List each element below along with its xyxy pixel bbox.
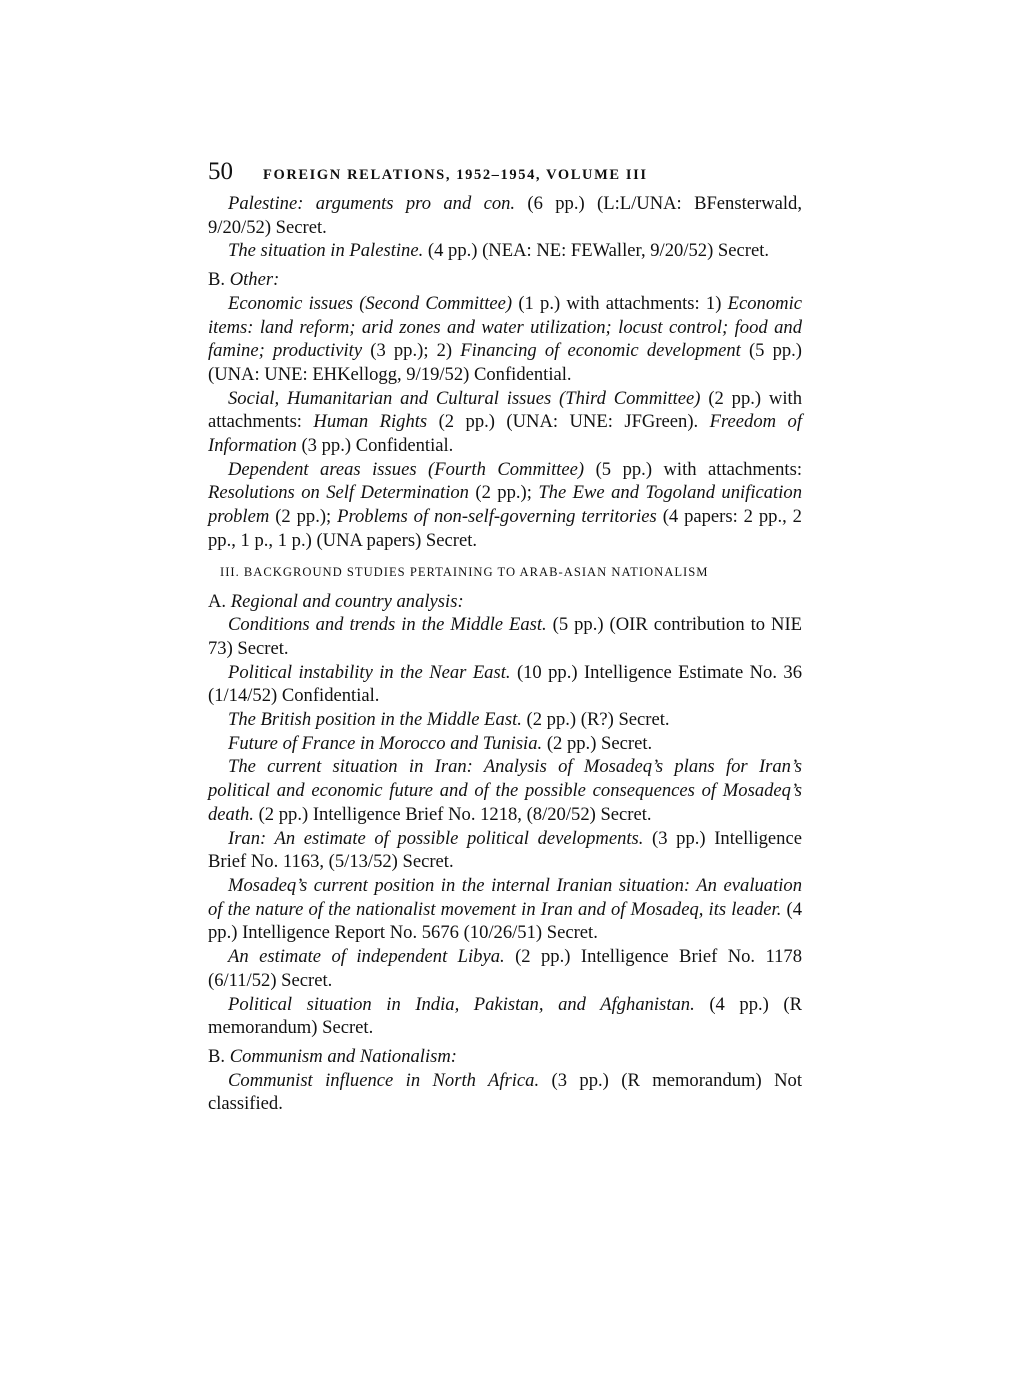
future-of-france: [208, 732, 802, 756]
text-run: (6 pp.) (L:L/UNA: BFensterwald, 9/20/52) Secret.: [208, 193, 802, 238]
text-run: (10 pp.) Intelligence Estimate No. 36 (1/14/52) Confidential.: [208, 661, 802, 707]
italic-title: Palestine: arguments pro and con.: [228, 193, 516, 214]
dependent-areas-issues: [208, 458, 802, 553]
conditions-middle-east: [208, 613, 802, 660]
text-run: (5 pp.) (UNA: UNE: EHKellogg, 9/19/52) Confidential.: [208, 340, 803, 385]
social-humanitarian-issues: [208, 387, 802, 458]
text-run: (3 pp.) Intelligence Brief No. 1163, (5/13/52) Secret.: [208, 827, 802, 873]
text-run: (5 pp.) with attachments:: [584, 458, 803, 480]
text-run: (3 pp.) (R memorandum) Not classified.: [208, 1069, 802, 1115]
text-run: (2 pp.) with attachments:: [208, 387, 802, 433]
italic-title: Dependent areas issues (Fourth Committee): [228, 458, 585, 480]
italic-title: Resolutions on Self Determination: [208, 482, 469, 504]
section-a-regional: [208, 590, 802, 614]
palestine-arguments: [208, 192, 802, 239]
section-three-list: [208, 590, 802, 1116]
text-run: (2 pp.);: [269, 506, 338, 528]
italic-title: Financing of economic development: [460, 340, 741, 362]
italic-title: The current situation in Iran: Analysis of Mosadeq’s plans for Iran’s political and economic future and of the possible consequences of Mosadeq’s death.: [208, 756, 802, 825]
italic-title: Iran: An estimate of possible political developments.: [228, 827, 644, 849]
page-body: [208, 158, 802, 1116]
italic-title: Communism and Nationalism:: [229, 1045, 457, 1067]
independent-libya: [208, 945, 802, 992]
italic-title: Problems of non-self-governing territories: [337, 506, 657, 528]
text-run: (4 pp.) (NEA: NE: FEWaller, 9/20/52) Secret.: [423, 240, 770, 262]
italic-title: Future of France in Morocco and Tunisia.: [228, 732, 543, 754]
iran-estimate: [208, 827, 802, 874]
italic-title: Human Rights: [313, 411, 428, 433]
section-b-other: [208, 268, 802, 292]
running-header: [208, 158, 802, 192]
italic-title: Regional and country analysis:: [230, 590, 464, 612]
situation-in-palestine: [208, 239, 802, 263]
italic-title: An estimate of independent Libya.: [228, 946, 505, 968]
running-title: FOREIGN RELATIONS, 1952–1954, VOLUME III: [263, 167, 648, 183]
italic-title: Political instability in the Near East.: [228, 661, 511, 683]
text-run: (5 pp.) (OIR contribution to NIE 73) Secret.: [208, 614, 803, 659]
text-run: (4 pp.) Intelligence Report No. 5676 (10/26/51) Secret.: [208, 898, 802, 944]
text-run: (2 pp.);: [468, 482, 539, 504]
italic-title: Other:: [229, 269, 280, 291]
communist-influence: [208, 1069, 802, 1116]
economic-issues: [208, 292, 802, 387]
section-two-list: [208, 192, 802, 553]
italic-title: Social, Humanitarian and Cultural issues (Third Committee): [228, 387, 701, 409]
text-run: (2 pp.) (UNA: UNE: JFGreen).: [427, 411, 710, 433]
italic-title: Economic items: land reform; arid zones and water utilization; locust control; food and famine; productivity: [208, 292, 802, 362]
political-situation-india: [208, 993, 802, 1040]
text-run: (2 pp.) Intelligence Brief No. 1178 (6/11/52) Secret.: [208, 946, 802, 991]
italic-title: The Ewe and Togoland unification problem: [208, 482, 802, 528]
italic-title: The situation in Palestine.: [228, 240, 424, 262]
italic-title: Economic issues (Second Committee): [228, 292, 513, 314]
british-position: [208, 708, 802, 732]
mosadeq-current-position: [208, 874, 802, 945]
italic-title: Conditions and trends in the Middle East.: [228, 614, 547, 636]
text-run: (3 pp.) Confidential.: [296, 435, 454, 457]
political-instability-near-east: [208, 661, 802, 708]
page-number: 50: [208, 158, 233, 185]
text-run: (1 p.) with attachments: 1): [512, 292, 728, 314]
italic-title: Freedom of Information: [208, 411, 802, 457]
text-run: (3 pp.); 2): [362, 340, 461, 362]
text-run: (4 pp.) (R memorandum) Secret.: [208, 993, 802, 1039]
section-heading: III. BACKGROUND STUDIES PERTAINING TO ARAB-ASIAN NATIONALISM: [220, 564, 709, 579]
text-run: (4 papers: 2 pp., 2 pp., 1 p., 1 p.) (UNA papers) Secret.: [208, 506, 802, 551]
italic-title: Mosadeq’s current position in the internal Iranian situation: An evaluation of the nature of the nationalist movement in Iran and of Mosadeq, its leader.: [208, 874, 802, 920]
text-run: (2 pp.) (R?) Secret.: [521, 709, 670, 731]
section-b-communism: [208, 1045, 802, 1069]
current-situation-iran: [208, 755, 802, 826]
text-run: B.: [208, 1045, 230, 1067]
italic-title: Political situation in India, Pakistan, and Afghanistan.: [228, 993, 695, 1015]
italic-title: The British position in the Middle East.: [228, 709, 522, 731]
text-run: B.: [208, 269, 230, 291]
text-run: (2 pp.) Secret.: [542, 732, 653, 754]
text-run: (2 pp.) Intelligence Brief No. 1218, (8/20/52) Secret.: [253, 803, 652, 825]
italic-title: Communist influence in North Africa.: [228, 1069, 540, 1091]
text-run: A.: [208, 590, 231, 612]
